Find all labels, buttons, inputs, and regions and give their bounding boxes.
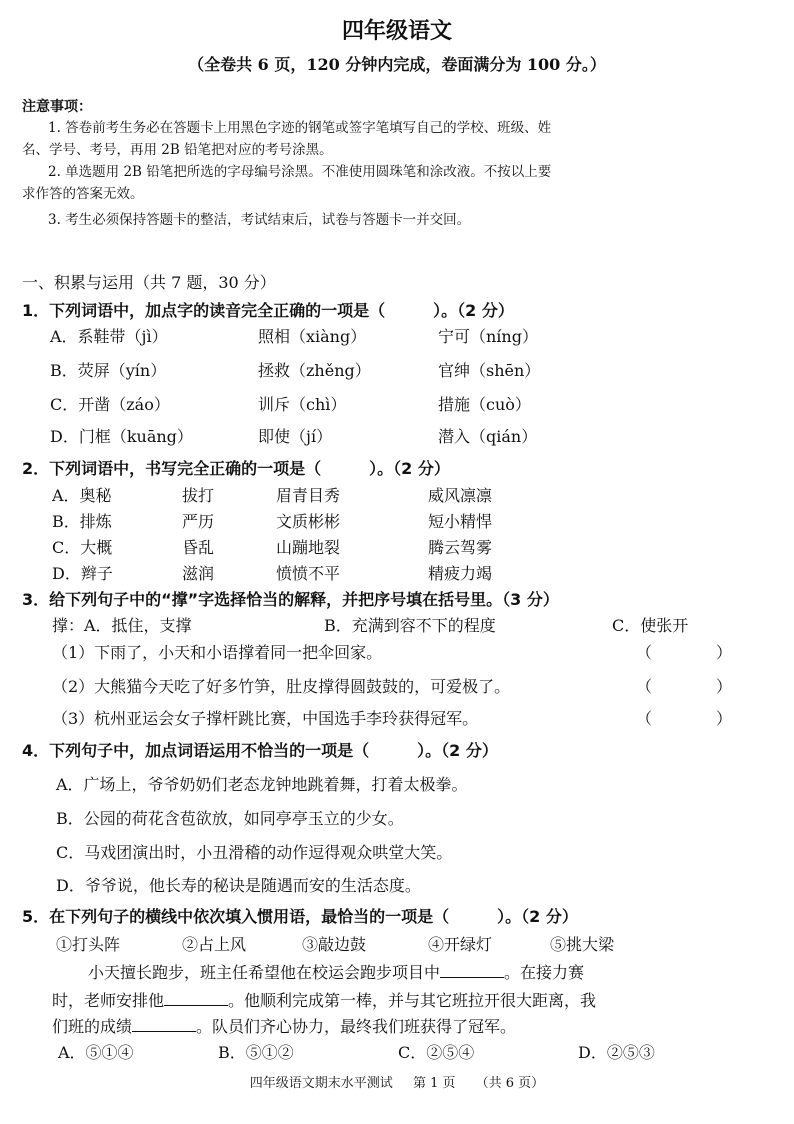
q1-option-b-word2: 拯救（zhěng） <box>258 361 371 380</box>
q2-option-c-word4: 腾云驾雾 <box>428 538 493 557</box>
q5-option-c: C．②⑤④ <box>398 1043 475 1062</box>
q3-sentence-1: （1）下雨了，小天和小语撑着同一把伞回家。 <box>52 643 383 662</box>
question-2-stem: 2．下列词语中，书写完全正确的一项是（ ）。（2 分） <box>22 459 450 478</box>
q2-option-b-word4: 短小精悍 <box>428 512 493 531</box>
q5-passage-text: 。他顺利完成第一棒，并与其它班拉开很大距离，我 <box>228 991 597 1010</box>
q5-option-b: B．⑤①② <box>218 1043 294 1062</box>
q2-option-a-word4: 威风凛凛 <box>428 486 493 505</box>
q5-passage-text: 时，老师安排他 <box>52 991 165 1010</box>
q2-option-d-word1: D．辫子 <box>52 564 113 583</box>
q3-definition-b: B．充满到容不下的程度 <box>324 616 496 635</box>
q5-passage-text: 。队员们齐心协力，最终我们班获得了冠军。 <box>196 1017 517 1036</box>
q3-definition-a: 撑：A．抵住，支撑 <box>52 616 192 635</box>
q5-passage-line-2 <box>52 988 596 1011</box>
q5-passage-text: 小天擅长跑步，班主任希望他在校运会跑步项目中 <box>88 963 441 982</box>
q1-option-a-word1: A．系鞋带（jì） <box>50 327 168 346</box>
q3-sentence-2: （2）大熊猫今天吃了好多竹笋，肚皮撑得圆鼓鼓的，可爱极了。 <box>52 677 511 696</box>
q2-option-c-word3: 山蹦地裂 <box>276 538 341 557</box>
question-4-stem: 4．下列句子中，加点词语运用不恰当的一项是（ ）。（2 分） <box>22 741 498 760</box>
q5-passage-line-1 <box>88 960 584 983</box>
q2-option-d-word3: 愤愤不平 <box>276 564 341 583</box>
section-title: 一、积累与运用（共 7 题，30 分） <box>22 273 276 292</box>
footer-page-number: 第 1 页 <box>412 1076 456 1091</box>
q2-option-d-word4: 精疲力竭 <box>428 564 493 583</box>
q2-option-a-word3: 眉青目秀 <box>276 486 341 505</box>
q2-option-a-word2: 拔打 <box>182 486 215 505</box>
q1-option-d-word2: 即使（jí） <box>258 427 333 446</box>
q4-option-d: D．爷爷说，他长寿的秘诀是随遇而安的生活态度。 <box>56 876 421 895</box>
q5-blank-1[interactable] <box>440 961 504 978</box>
q3-answer-paren-2[interactable]: （ ） <box>636 677 733 696</box>
q2-option-c-word2: 昏乱 <box>182 538 215 557</box>
q4-option-b: B．公园的荷花含苞欲放，如同亭亭玉立的少女。 <box>56 809 404 828</box>
question-5-stem: 5．在下列句子的横线中依次填入惯用语，最恰当的一项是（ ）。（2 分） <box>22 907 578 926</box>
q5-passage-text: 。在接力赛 <box>504 963 585 982</box>
q1-option-a-word3: 宁可（níng） <box>438 327 538 346</box>
q2-option-d-word2: 滋润 <box>182 564 215 583</box>
q3-answer-paren-3[interactable]: （ ） <box>636 709 733 728</box>
q2-option-b-word1: B．排炼 <box>52 512 112 531</box>
q1-option-a-word2: 照相（xiàng） <box>258 327 367 346</box>
page-title: 四年级语文 <box>341 19 452 44</box>
q5-option-a: A．⑤①④ <box>58 1043 134 1062</box>
q5-choice-3: ③敲边鼓 <box>302 935 367 954</box>
q5-option-d: D．②⑤③ <box>578 1043 655 1062</box>
q5-blank-2[interactable] <box>164 989 228 1006</box>
q5-choice-5: ⑤挑大梁 <box>550 935 615 954</box>
note-line: 1. 答卷前考生务必在答题卡上用黑色字迹的钢笔或签字笔填写自己的学校、班级、姓 <box>48 120 552 136</box>
q1-option-b-word1: B．荧屏（yín） <box>50 361 167 380</box>
footer-exam-name: 四年级语文期末水平测试 <box>249 1076 393 1091</box>
q1-option-b-word3: 官绅（shēn） <box>438 361 541 380</box>
q5-choice-2: ②占上风 <box>182 935 247 954</box>
note-line: 2. 单选题用 2B 铅笔把所选的字母编号涂黑。不准使用圆珠笔和涂改液。不按以上要 <box>48 164 552 180</box>
q1-option-c-word2: 训斥（chì） <box>258 395 347 414</box>
q2-option-b-word3: 文质彬彬 <box>276 512 341 531</box>
q5-passage-text: 们班的成绩 <box>52 1017 133 1036</box>
note-line: 3. 考生必须保持答题卡的整洁，考试结束后，试卷与答题卡一并交回。 <box>48 212 471 228</box>
q5-blank-3[interactable] <box>132 1015 196 1032</box>
q3-answer-paren-1[interactable]: （ ） <box>636 643 733 662</box>
q4-option-c: C．马戏团演出时，小丑滑稽的动作逗得观众哄堂大笑。 <box>56 843 453 862</box>
q1-option-d-word1: D．门框（kuāng） <box>50 427 193 446</box>
q1-option-c-word1: C．开凿（záo） <box>50 395 170 414</box>
q5-choice-4: ④开绿灯 <box>428 935 493 954</box>
page-footer <box>0 1072 794 1091</box>
q3-definition-c: C．使张开 <box>612 616 689 635</box>
q2-option-a-word1: A．奥秘 <box>52 486 112 505</box>
q5-choice-1: ①打头阵 <box>56 935 121 954</box>
q1-option-d-word3: 潜入（qián） <box>438 427 538 446</box>
exam-info: （全卷共 6 页，120 分钟内完成，卷面满分为 100 分。） <box>188 55 606 74</box>
note-line: 求作答的答案无效。 <box>22 186 144 202</box>
note-line: 名、学号、考号，再用 2B 铅笔把对应的考号涂黑。 <box>22 142 333 158</box>
question-1-stem: 1．下列词语中，加点字的读音完全正确的一项是（ ）。（2 分） <box>22 301 514 320</box>
q1-option-c-word3: 措施（cuò） <box>438 395 531 414</box>
notes-heading: 注意事项： <box>22 99 92 115</box>
q2-option-c-word1: C．大概 <box>52 538 113 557</box>
question-3-stem: 3．给下列句子中的“撑”字选择恰当的解释，并把序号填在括号里。（3 分） <box>22 590 559 609</box>
q2-option-b-word2: 严历 <box>182 512 215 531</box>
q3-sentence-3: （3）杭州亚运会女子撑杆跳比赛，中国选手李玲获得冠军。 <box>52 709 479 728</box>
q5-passage-line-3 <box>52 1014 516 1037</box>
footer-page-total: （共 6 页） <box>475 1076 545 1091</box>
q4-option-a: A．广场上，爷爷奶奶们老态龙钟地跳着舞，打着太极拳。 <box>56 775 468 794</box>
